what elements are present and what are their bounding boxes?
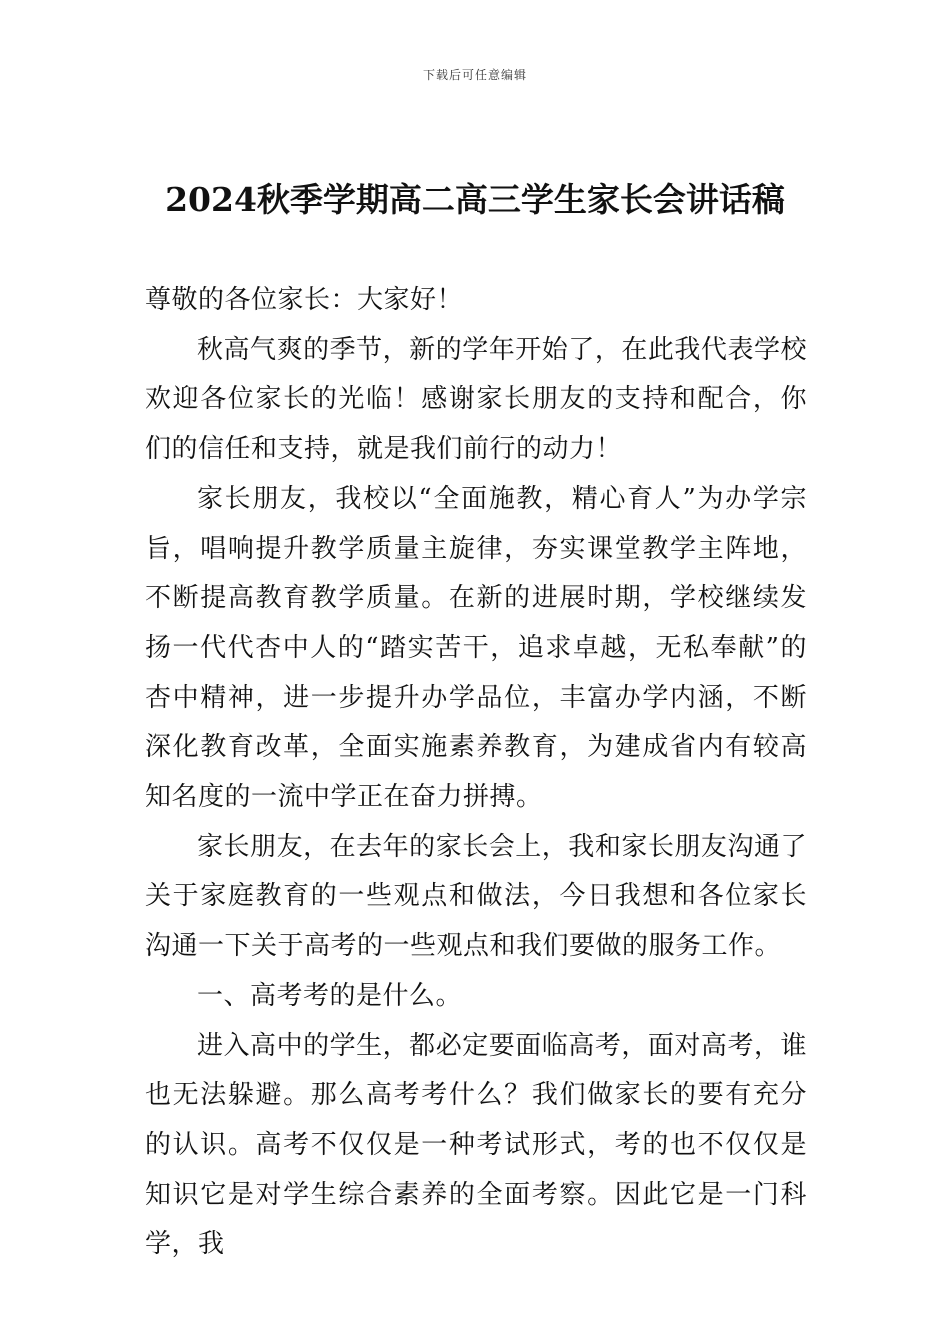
section-heading: 一、高考考的是什么。 (197, 980, 463, 1011)
document-body (145, 276, 807, 1270)
salutation: 尊敬的各位家长：大家好！ (145, 285, 464, 315)
paragraph: 进入高中的学生，都必定要面临高考，面对高考，谁也无法躲避。那么高考考什么？我们做家长的要有充分的认识。高考不仅仅是一种考试形式，考的也不仅仅是知识它是对学生综合素养的全面考察。因此它是一门科学，我 (145, 1030, 807, 1260)
paragraph: 家长朋友，我校以“全面施教，精心育人”为办学宗旨，唱响提升教学质量主旋律，夯实课堂教学主阵地，不断提高教育教学质量。在新的进展时期，学校继续发扬一代代杏中人的“踏实苦干，追求卓越，无私奉献”的杏中精神，进一步提升办学品位，丰富办学内涵，不断深化教育改革，全面实施素养教育，为建成省内有较高知名度的一流中学正在奋力拼搏。 (145, 483, 807, 813)
header-note: 下载后可任意编辑 (422, 68, 527, 82)
document-title: 2024秋季学期高二高三学生家长会讲话稿 (165, 180, 785, 219)
paragraph: 秋高气爽的季节，新的学年开始了，在此我代表学校欢迎各位家长的光临！感谢家长朋友的支持和配合，你们的信任和支持，就是我们前行的动力！ (145, 334, 807, 465)
paragraph: 家长朋友，在去年的家长会上，我和家长朋友沟通了关于家庭教育的一些观点和做法，今日我想和各位家长沟通一下关于高考的一些观点和我们要做的服务工作。 (145, 831, 807, 962)
